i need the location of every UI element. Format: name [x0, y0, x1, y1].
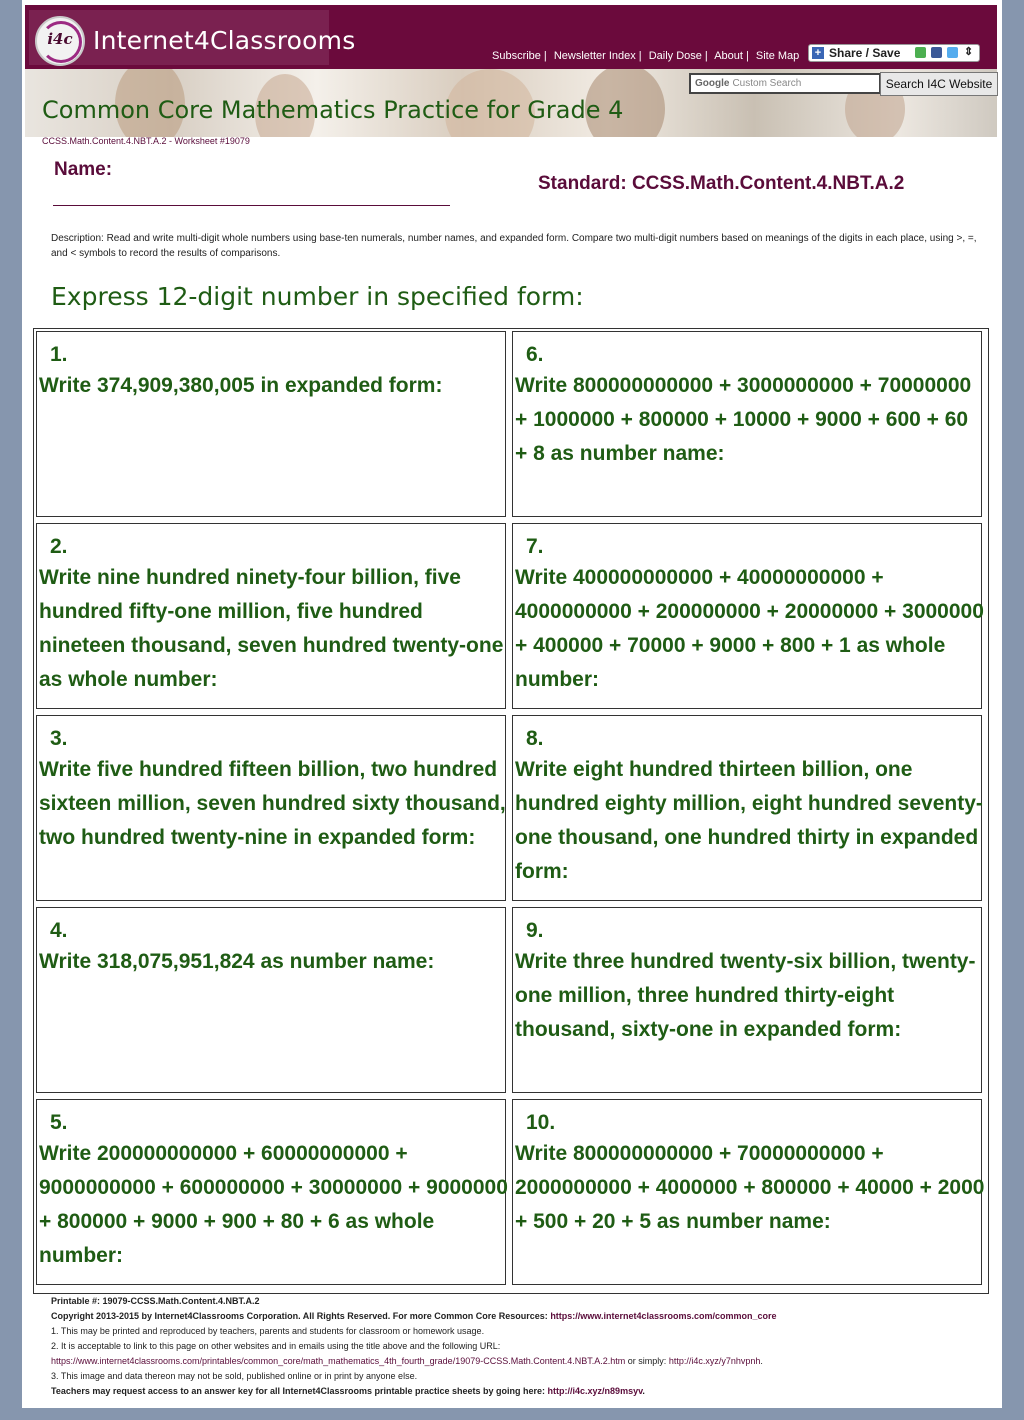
plus-icon: + [812, 47, 824, 59]
standard-label: Standard: CCSS.Math.Content.4.NBT.A.2 [538, 173, 905, 194]
question-cell [36, 715, 506, 901]
logo-text: Internet4Classrooms [93, 26, 356, 55]
question-number: 9. [526, 919, 544, 942]
question-text: Write 374,909,380,005 in expanded form: [39, 374, 443, 397]
question-number: 2. [50, 535, 68, 558]
twitter-icon[interactable] [947, 47, 958, 58]
question-text: Write 318,075,951,824 as number name: [39, 950, 435, 973]
instruction-heading: Express 12-digit number in specified form: [51, 282, 584, 311]
nav-site-map[interactable]: Site Map [755, 50, 800, 62]
usage-note-2-urls: https://www.internet4classrooms.com/printables/common_core/math_mathematics_4th_fourth_grade/19079-CCSS.Math.Content.4.NBT.A.2.htm or simply: http://i4c.xyz/y7nhvpnh. [51, 1356, 763, 1366]
name-line [53, 205, 450, 206]
usage-note-1: 1. This may be printed and reproduced by teachers, parents and students for classroom or homework usage. [51, 1326, 485, 1336]
answer-key-line: Teachers may request access to an answer key for all Internet4Classrooms printable practice sheets by going here: http://i4c.xyz/n89msyv. [51, 1386, 645, 1396]
worksheet-page [22, 0, 1002, 1408]
question-cell [36, 331, 506, 517]
email-share-icon[interactable] [915, 47, 926, 58]
footer [51, 1294, 991, 1399]
question-number: 1. [50, 343, 68, 366]
search-button[interactable]: Search I4C Website [880, 72, 998, 96]
google-brand: Google [695, 78, 730, 89]
question-number: 8. [526, 727, 544, 750]
nav-newsletter-index[interactable]: Newsletter Index [553, 50, 636, 62]
question-number: 5. [50, 1111, 68, 1134]
question-number: 6. [526, 343, 544, 366]
common-core-link[interactable]: https://www.internet4classrooms.com/common_core [550, 1311, 777, 1321]
question-text: Write nine hundred ninety-four billion, five hundred fifty-one million, five hundred nineteen thousand, seven hundred twenty-one as whole number: [39, 566, 504, 691]
question-cell [512, 1099, 985, 1285]
site-header [25, 5, 997, 69]
question-cell [36, 1099, 506, 1285]
page-title: Common Core Mathematics Practice for Grade 4 [42, 96, 624, 124]
worksheet-url-link[interactable]: https://www.internet4classrooms.com/printables/common_core/math_mathematics_4th_fourth_grade/19079-CCSS.Math.Content.4.NBT.A.2.htm [51, 1356, 626, 1366]
search-placeholder: Custom Search [732, 78, 802, 89]
question-text: Write three hundred twenty-six billion, twenty-one million, three hundred thirty-eight thousand, sixty-one in expanded form: [515, 950, 976, 1041]
question-cell [36, 907, 506, 1093]
top-nav: Subscribe | Newsletter Index | Daily Dose | About | Site Map [492, 50, 800, 62]
usage-note-3: 3. This image and data thereon may not be sold, published online or in print by anyone else. [51, 1371, 418, 1381]
usage-note-2: 2. It is acceptable to link to this page on other websites and in emails using the title above and the following URL: [51, 1341, 501, 1351]
question-text: Write eight hundred thirteen billion, one hundred eighty million, eight hundred seventy-one thousand, one hundred thirty in expanded form: [515, 758, 983, 883]
worksheet-id: CCSS.Math.Content.4.NBT.A.2 - Worksheet #19079 [42, 136, 250, 146]
nav-about[interactable]: About [714, 50, 743, 62]
facebook-icon[interactable] [931, 47, 942, 58]
printable-number: Printable #: 19079-CCSS.Math.Content.4.NBT.A.2 [51, 1296, 260, 1306]
question-text: Write 800000000000 + 3000000000 + 70000000 + 1000000 + 800000 + 10000 + 9000 + 600 + 60 + 8 as number name: [515, 374, 972, 465]
nav-daily-dose[interactable]: Daily Dose [648, 50, 702, 62]
description: Description: Read and write multi-digit whole numbers using base-ten numerals, number names, and expanded form. Compare two multi-digit numbers based on meanings of the digits in each place, using >, =, and < symbols to record the results of comparisons. [51, 233, 977, 259]
question-cell [512, 331, 982, 517]
question-number: 10. [526, 1111, 556, 1134]
question-number: 3. [50, 727, 68, 750]
search-input[interactable] [689, 73, 881, 94]
short-url-link[interactable]: http://i4c.xyz/y7nhvpnh [668, 1356, 761, 1366]
copyright-line: Copyright 2013-2015 by Internet4Classrooms Corporation. All Rights Reserved. For more Common Core Resources: https://www.internet4classrooms.com/common_core [51, 1311, 777, 1321]
answer-key-link[interactable]: http://i4c.xyz/n89msyv [547, 1386, 643, 1396]
name-label: Name: [54, 159, 113, 180]
question-text: Write 800000000000 + 70000000000 + 2000000000 + 4000000 + 800000 + 40000 + 2000 + 500 + 20 + 5 as number name: [515, 1142, 985, 1233]
share-save-button[interactable]: + Share / Save ⇕ [808, 44, 980, 62]
nav-subscribe[interactable]: Subscribe [492, 50, 541, 62]
i4c-logo-icon: i4c [35, 16, 85, 66]
question-text: Write 400000000000 + 40000000000 + 4000000000 + 200000000 + 20000000 + 3000000 + 400000 + 70000 + 9000 + 800 + 1 as whole number: [515, 566, 984, 691]
question-cell [512, 715, 982, 901]
site-logo[interactable] [29, 10, 356, 65]
question-number: 7. [526, 535, 544, 558]
question-cell [512, 907, 982, 1093]
dropdown-arrow-icon: ⇕ [964, 46, 974, 58]
question-cell [512, 523, 982, 709]
question-grid [33, 328, 989, 1294]
question-text: Write 200000000000 + 60000000000 + 9000000000 + 600000000 + 30000000 + 9000000 + 800000 + 9000 + 900 + 80 + 6 as whole number: [39, 1142, 508, 1267]
question-cell [36, 523, 506, 709]
question-text: Write five hundred fifteen billion, two hundred sixteen million, seven hundred sixty thousand, two hundred twenty-nine in expanded form: [39, 758, 506, 849]
question-number: 4. [50, 919, 68, 942]
